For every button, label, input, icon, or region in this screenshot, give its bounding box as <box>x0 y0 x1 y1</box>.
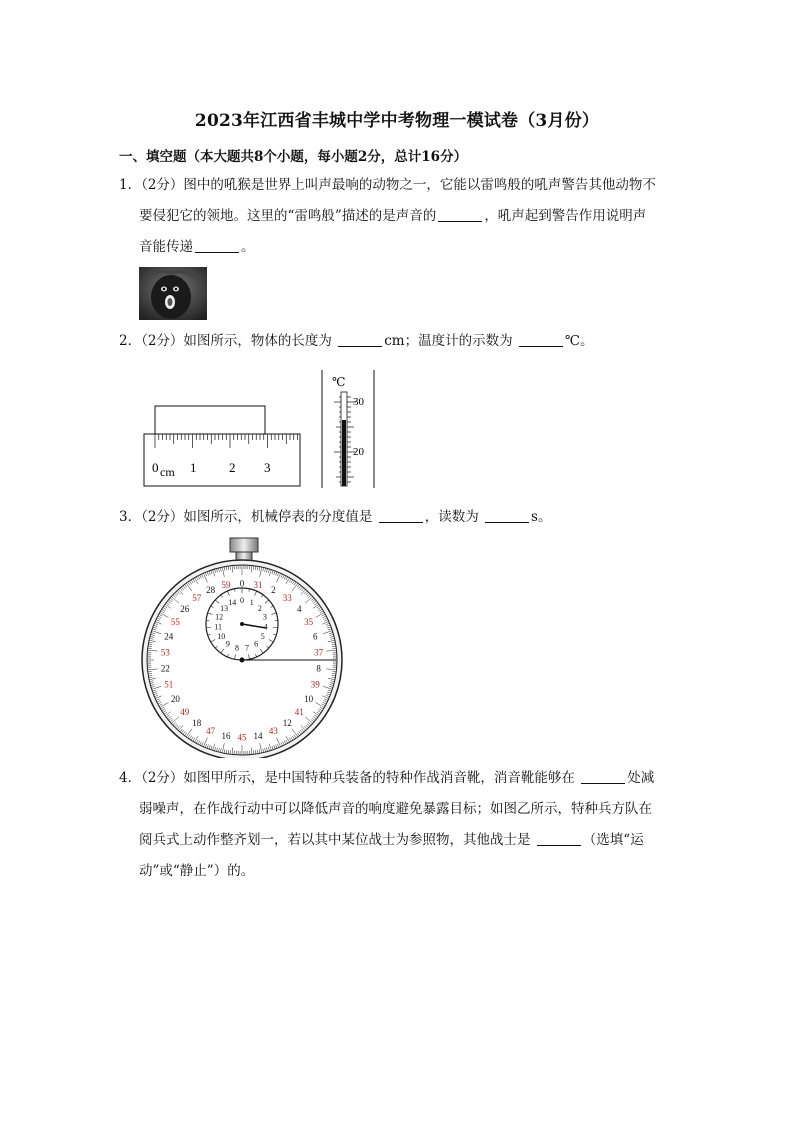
dial-label-red: 43 <box>268 725 278 736</box>
thermo-label: 30 <box>353 396 364 408</box>
answer-blank[interactable] <box>195 238 239 253</box>
subdial-label: 1 <box>249 598 254 608</box>
subdial-label: 8 <box>235 643 240 653</box>
mercury-column <box>342 420 346 486</box>
question-3 <box>119 502 679 533</box>
ruler-label: 3 <box>264 460 271 475</box>
answer-blank[interactable] <box>485 508 529 523</box>
question-2 <box>119 326 679 357</box>
ruler-label: 0 <box>152 460 159 475</box>
page-title: 2023年江西省丰城中学中考物理一模试卷（3月份） <box>194 111 600 131</box>
subdial-label: 7 <box>244 643 249 653</box>
thermo-unit: ℃ <box>332 375 346 389</box>
howler-monkey-photo <box>139 267 207 324</box>
dial-label-black: 20 <box>170 694 180 704</box>
subdial-label: 4 <box>263 622 268 632</box>
subdial-label: 11 <box>214 622 222 632</box>
ruler-figure <box>140 368 305 494</box>
subdial-label: 10 <box>217 632 226 641</box>
answer-blank[interactable] <box>519 332 563 347</box>
dial-label-black: 4 <box>296 603 302 614</box>
dial-label-black: 18 <box>192 717 202 728</box>
dial-label-red: 55 <box>170 617 180 627</box>
dial-label-black: 14 <box>253 730 263 741</box>
thermo-label: 20 <box>353 446 364 458</box>
subdial-label: 6 <box>254 639 259 649</box>
dial-label-red: 35 <box>304 617 314 627</box>
section-heading: 一、填空题（本大题共8个小题，每小题2分，总计16分） <box>119 149 468 165</box>
stopwatch-figure <box>140 536 350 762</box>
q4-line3: 阅兵式上动作整齐划一，若以其中某位战士为参照物，其他战士是 （选填“运 <box>139 832 644 848</box>
answer-blank[interactable] <box>338 332 382 347</box>
subdial-label: 14 <box>228 598 237 608</box>
ruler-unit: cm <box>160 465 175 479</box>
dial-label-red: 37 <box>314 647 324 658</box>
subdial-label: 9 <box>225 639 230 649</box>
q3-line1: 3．（2分）如图所示，机械停表的分度值是 ，读数为 s。 <box>119 509 552 525</box>
dial-label-black: 2 <box>271 585 276 596</box>
dial-label-red: 41 <box>294 707 304 718</box>
thermometer-figure <box>318 370 378 492</box>
q1-line1: 1．（2分）图中的吼猴是世界上叫声最响的动物之一，它能以雷鸣般的吼声警告其他动物不 <box>119 177 656 193</box>
question-1 <box>119 170 679 263</box>
answer-blank[interactable] <box>379 508 423 523</box>
question-4 <box>119 763 679 887</box>
q4-line4: 动”或“静止”）的。 <box>139 863 255 879</box>
dial-label-red: 59 <box>221 580 231 591</box>
dial-label-red: 57 <box>192 593 202 604</box>
ruler-label: 2 <box>229 460 236 475</box>
dial-label-red: 47 <box>206 725 216 736</box>
dial-label-black: 28 <box>206 585 216 596</box>
q4-line2: 弱噪声，在作战行动中可以降低声音的响度避免暴露目标；如图乙所示，特种兵方队在 <box>139 801 652 817</box>
answer-blank[interactable] <box>438 207 482 222</box>
dial-label-red: 45 <box>237 732 247 743</box>
dial-label-red: 31 <box>253 580 263 591</box>
dial-label-black: 10 <box>304 694 314 704</box>
dial-label-red: 39 <box>310 679 320 690</box>
dial-label-red: 49 <box>180 707 190 718</box>
subdial-label: 2 <box>257 603 262 613</box>
q4-line1: 4．（2分）如图甲所示，是中国特种兵装备的特种作战消音靴，消音靴能够在 处减 <box>119 770 655 786</box>
dial-label-red: 53 <box>160 647 170 658</box>
dial-label-black: 16 <box>221 730 231 741</box>
q2-line1: 2．（2分）如图所示，物体的长度为 cm；温度计的示数为 ℃。 <box>119 333 594 349</box>
dial-label-black: 0 <box>239 578 245 589</box>
subdial-label: 5 <box>260 632 265 641</box>
dial-label-black: 26 <box>180 603 190 614</box>
q1-line3: 音能传递 。 <box>139 239 255 255</box>
dial-label-red: 51 <box>164 679 174 690</box>
crown-button <box>230 538 258 552</box>
dial-label-red: 33 <box>282 593 292 604</box>
dial-label-black: 12 <box>282 717 292 728</box>
answer-blank[interactable] <box>581 769 625 784</box>
dial-label-black: 22 <box>160 663 170 674</box>
dial-label-black: 8 <box>316 663 321 674</box>
ruler-label: 1 <box>190 460 197 475</box>
subdial-label: 12 <box>215 612 224 622</box>
subdial-label: 13 <box>220 603 229 613</box>
subdial-label: 3 <box>262 612 267 622</box>
subdial-label: 0 <box>240 596 244 605</box>
answer-blank[interactable] <box>537 831 581 846</box>
measured-object <box>155 406 265 434</box>
dial-label-black: 24 <box>164 631 174 642</box>
dial-label-black: 6 <box>312 631 318 642</box>
q1-line2: 要侵犯它的领地。这里的“雷鸣般”描述的是声音的 ，吼声起到警告作用说明声 <box>139 208 647 224</box>
